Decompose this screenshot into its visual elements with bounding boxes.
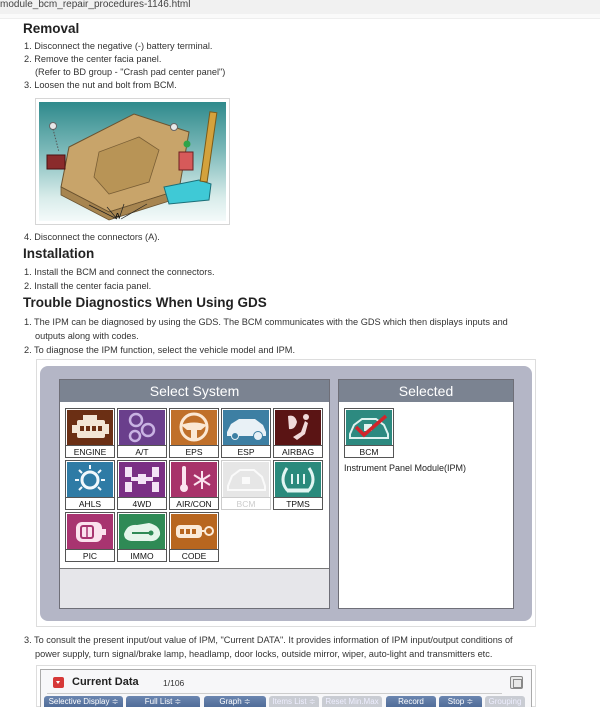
system-tile-ahls[interactable]: [65, 460, 115, 510]
bcm-module-drawing: [39, 102, 226, 221]
stop-button[interactable]: Stop ≑: [439, 696, 482, 707]
airbag-icon: [275, 410, 321, 445]
removal-step-3: 3. Loosen the nut and bolt from BCM.: [24, 80, 177, 90]
engine-icon: [67, 410, 113, 445]
selected-panel: [338, 379, 514, 609]
drivetrain-icon: [119, 462, 165, 497]
removal-step-2: 2. Remove the center facia panel.: [24, 54, 162, 64]
current-data-title: Current Data: [72, 676, 139, 688]
selected-title: Selected: [339, 380, 513, 402]
thermometer-snowflake-icon: [171, 462, 217, 497]
key-fob-code-icon: [171, 514, 217, 549]
selected-description: Instrument Panel Module(IPM): [344, 463, 467, 473]
system-tile-immo[interactable]: [117, 512, 167, 562]
collapse-icon[interactable]: [53, 677, 64, 688]
system-tile-label: ENGINE: [66, 445, 114, 457]
system-tile-label: AHLS: [66, 497, 114, 509]
system-tile-4wd[interactable]: [117, 460, 167, 510]
diagnostics-step-1: 1. The IPM can be diagnosed by using the GDS. The BCM communicates with the GDS which then displays inputs and: [24, 317, 508, 327]
current-data-divider: [47, 693, 502, 694]
url-bar-divider: [0, 14, 600, 19]
immobilizer-key-icon: [119, 514, 165, 549]
system-tile-label: CODE: [170, 549, 218, 561]
current-data-count: 1/106: [163, 678, 185, 688]
system-tile-label: PIC: [66, 549, 114, 561]
bcm-car-icon: [223, 462, 269, 497]
bcm-check-icon: [346, 410, 392, 445]
system-tile-at[interactable]: [117, 408, 167, 458]
system-tile-label: TPMS: [274, 497, 322, 509]
system-tile-eps[interactable]: [169, 408, 219, 458]
reset-min-max-button: Reset Min.Max: [322, 696, 382, 707]
full-list-button[interactable]: Full List ≑: [126, 696, 200, 707]
system-tile-esp[interactable]: [221, 408, 271, 458]
smart-key-icon: [67, 514, 113, 549]
items-list-button: Items List ≑: [269, 696, 319, 707]
removal-heading: Removal: [23, 21, 80, 36]
removal-step-2-note: (Refer to BD group - "Crash pad center panel"): [35, 67, 226, 77]
selective-display-button[interactable]: Selective Display ≑: [44, 696, 123, 707]
diagnostics-step-3-cont: power supply, turn signal/brake lamp, headlamp, door locks, outside mirror, wiper, auto-light and transmitters etc.: [35, 649, 493, 659]
removal-step-4: 4. Disconnect the connectors (A).: [24, 232, 160, 242]
installation-step-1: 1. Install the BCM and connect the connectors.: [24, 267, 215, 277]
bcm-illustration: [35, 98, 230, 225]
sun-headlight-icon: [67, 462, 113, 497]
url-text: module_bcm_repair_procedures-1146.html: [0, 0, 191, 10]
system-tile-label: AIRBAG: [274, 445, 322, 457]
selected-tile-label: BCM: [345, 445, 393, 457]
system-tile-label: EPS: [170, 445, 218, 457]
system-tile-label: IMMO: [118, 549, 166, 561]
system-tile-aircon[interactable]: [169, 460, 219, 510]
system-tile-label: AIR/CON: [170, 497, 218, 509]
grouping-button: Grouping: [485, 696, 525, 707]
browser-url-bar[interactable]: [0, 0, 600, 14]
selected-tile-bcm[interactable]: [344, 408, 394, 458]
system-tile-engine[interactable]: [65, 408, 115, 458]
system-tile-tpms[interactable]: [273, 460, 323, 510]
gears-icon: [119, 410, 165, 445]
installation-heading: Installation: [23, 246, 95, 261]
graph-button[interactable]: Graph ≑: [204, 696, 266, 707]
diagnostics-step-2: 2. To diagnose the IPM function, select the vehicle model and IPM.: [24, 345, 296, 355]
car-skid-icon: [223, 410, 269, 445]
diagnostics-heading: Trouble Diagnostics When Using GDS: [23, 295, 267, 310]
maximize-icon[interactable]: [510, 676, 523, 689]
system-tile-label: BCM: [222, 497, 270, 509]
system-tile-label: ESP: [222, 445, 270, 457]
select-system-title: Select System: [60, 380, 329, 402]
removal-step-1: 1. Disconnect the negative (-) battery terminal.: [24, 41, 213, 51]
system-tile-airbag[interactable]: [273, 408, 323, 458]
steering-wheel-icon: [171, 410, 217, 445]
connector-label-a: A: [115, 213, 121, 220]
system-tile-label: 4WD: [118, 497, 166, 509]
tire-pressure-icon: [275, 462, 321, 497]
diagnostics-step-1-cont: outputs along with codes.: [35, 331, 139, 341]
record-button[interactable]: Record: [386, 696, 436, 707]
system-tile-label: A/T: [118, 445, 166, 457]
select-system-footer: [60, 568, 329, 608]
installation-step-2: 2. Install the center facia panel.: [24, 281, 152, 291]
system-tile-code[interactable]: [169, 512, 219, 562]
system-tile-bcm: [221, 460, 271, 510]
system-tile-pic[interactable]: [65, 512, 115, 562]
diagnostics-step-3: 3. To consult the present input/out value of IPM, "Current DATA". It provides information of IPM input/output conditions of: [24, 635, 513, 645]
